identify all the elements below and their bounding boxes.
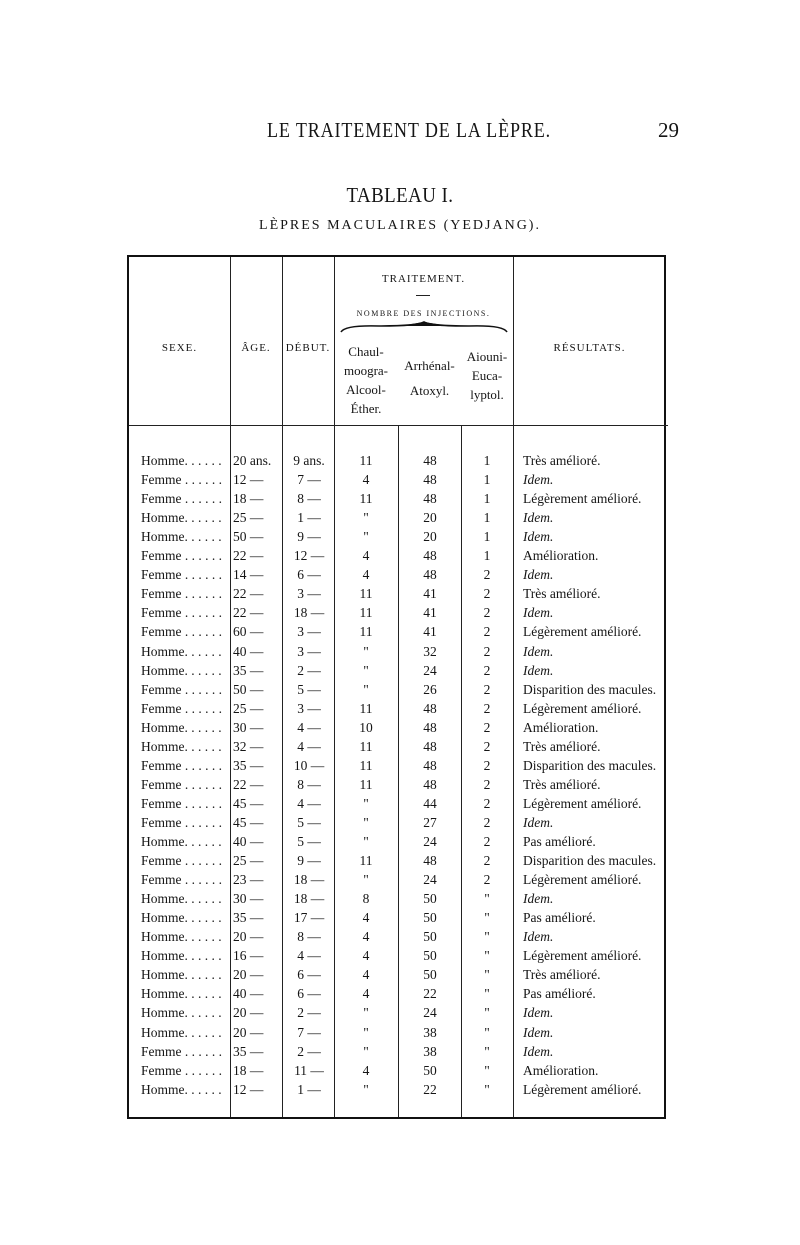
cell-age: 22 — [233,586,264,602]
cell-chaulmoogra: 4 [362,910,370,926]
cell-age: 20 — [233,1005,264,1021]
table-row [129,453,668,472]
cell-resultats: Idem. [523,662,554,678]
table-row [129,682,668,701]
cell-age: 32 — [233,738,264,754]
cell-resultats: Idem. [523,510,554,526]
table-row [129,891,668,910]
cell-chaulmoogra: 11 [359,776,373,792]
cell-debut: 5 — [297,681,321,697]
cell-arrhenal: 48 [423,472,437,488]
table-row [129,1044,668,1063]
cell-aiouni: 1 [483,548,491,564]
cell-aiouni: " [484,948,490,964]
cell-aiouni: 1 [483,453,491,468]
header-chaulmoogra-line: Chaul- [348,344,384,359]
cell-chaulmoogra: " [363,834,369,849]
cell-sexe: Femme . . . . . . [141,1062,222,1078]
cell-resultats: Idem. [523,472,554,488]
cell-age: 60 — [233,624,264,640]
header-arrhenal [398,356,461,400]
cell-aiouni: 2 [483,757,491,773]
cell-age: 12 — [233,472,264,488]
cell-sexe: Homme. . . . . . [141,929,222,945]
cell-debut: 2 — [297,662,321,678]
cell-arrhenal: 50 [423,929,437,945]
cell-debut: 18 — [293,891,325,907]
data-table [127,255,666,1119]
cell-arrhenal: 20 [423,529,437,545]
cell-arrhenal: 48 [423,491,437,507]
table-row [129,929,668,948]
header-nombre-injections: NOMBRE DES INJECTIONS. [356,309,491,318]
cell-resultats: Idem. [523,643,554,659]
cell-aiouni: " [484,910,490,926]
cell-arrhenal: 22 [423,1081,437,1097]
header-arrhenal-line: Atoxyl. [409,383,450,398]
cell-arrhenal: 32 [423,643,437,659]
table-row [129,624,668,643]
cell-arrhenal: 26 [423,681,437,697]
cell-sexe: Femme . . . . . . [141,853,222,869]
cell-debut: 6 — [297,567,321,583]
cell-sexe: Femme . . . . . . [141,872,222,888]
running-head [0,118,800,148]
table-row [129,948,668,967]
cell-aiouni: " [484,986,490,1002]
cell-sexe: Femme . . . . . . [141,776,222,792]
cell-arrhenal: 38 [423,1043,437,1059]
cell-chaulmoogra: " [363,1081,369,1097]
cell-age: 25 — [233,510,264,526]
cell-sexe: Homme. . . . . . [141,967,222,983]
cell-age: 35 — [233,757,264,773]
cell-arrhenal: 48 [423,548,437,564]
cell-arrhenal: 27 [423,814,437,830]
cell-resultats: Pas amélioré. [523,910,596,926]
cell-sexe: Homme. . . . . . [141,453,222,468]
cell-resultats: Légèrement amélioré. [523,795,642,811]
table-row [129,853,668,872]
table-row [129,701,668,720]
cell-resultats: Idem. [523,1024,554,1040]
cell-resultats: Très amélioré. [523,738,601,754]
table-row [129,1082,668,1101]
table-row [129,1063,668,1082]
cell-sexe: Femme . . . . . . [141,681,222,697]
cell-chaulmoogra: 11 [359,853,373,869]
cell-resultats: Disparition des macules. [523,853,657,869]
cell-arrhenal: 50 [423,910,437,926]
cell-aiouni: 2 [483,643,491,659]
cell-resultats: Légèrement amélioré. [523,872,642,888]
cell-age: 18 — [233,1062,264,1078]
table-row [129,529,668,548]
cell-sexe: Femme . . . . . . [141,586,222,602]
brace-icon [339,320,509,336]
cell-sexe: Homme. . . . . . [141,910,222,926]
table-row [129,758,668,777]
table-row [129,548,668,567]
cell-chaulmoogra: " [363,662,369,678]
table-row [129,720,668,739]
cell-aiouni: 2 [483,567,491,583]
cell-debut: 7 — [297,1024,321,1040]
cell-arrhenal: 48 [423,700,437,716]
cell-chaulmoogra: " [363,814,369,830]
cell-chaulmoogra: " [363,681,369,697]
cell-debut: 5 — [297,834,321,849]
cell-age: 40 — [233,986,264,1002]
cell-arrhenal: 41 [423,605,437,621]
cell-debut: 3 — [297,700,321,716]
header-aiouni [461,347,513,404]
cell-resultats: Disparition des macules. [523,757,657,773]
cell-sexe: Femme . . . . . . [141,567,222,583]
cell-arrhenal: 50 [423,967,437,983]
cell-aiouni: " [484,1005,490,1021]
cell-resultats: Idem. [523,567,554,583]
cell-arrhenal: 48 [423,738,437,754]
header-resultats: RÉSULTATS. [553,342,626,354]
cell-resultats: Pas amélioré. [523,834,596,849]
cell-age: 20 ans. [233,453,272,468]
cell-chaulmoogra: 4 [362,548,370,564]
table-row [129,472,668,491]
cell-debut: 2 — [297,1005,321,1021]
cell-resultats: Idem. [523,814,554,830]
cell-age: 14 — [233,567,264,583]
cell-aiouni: 1 [483,472,491,488]
cell-sexe: Femme . . . . . . [141,472,222,488]
cell-resultats: Amélioration. [523,719,599,735]
cell-debut: 12 — [293,548,325,564]
cell-chaulmoogra: " [363,529,369,545]
cell-age: 45 — [233,814,264,830]
cell-age: 20 — [233,1024,264,1040]
cell-resultats: Pas amélioré. [523,986,596,1002]
cell-chaulmoogra: " [363,872,369,888]
cell-chaulmoogra: 11 [359,453,373,468]
cell-arrhenal: 38 [423,1024,437,1040]
cell-chaulmoogra: " [363,795,369,811]
cell-debut: 6 — [297,986,321,1002]
cell-chaulmoogra: " [363,1024,369,1040]
cell-resultats: Idem. [523,929,554,945]
cell-aiouni: " [484,891,490,907]
cell-arrhenal: 50 [423,948,437,964]
cell-debut: 9 — [297,853,321,869]
cell-resultats: Légèrement amélioré. [523,700,642,716]
header-chaulmoogra-line: Alcool- [346,382,386,397]
cell-aiouni: 2 [483,738,491,754]
cell-age: 35 — [233,1043,264,1059]
cell-resultats: Légèrement amélioré. [523,948,642,964]
cell-resultats: Légèrement amélioré. [523,624,642,640]
header-aiouni-line: Euca- [471,368,503,383]
cell-resultats: Très amélioré. [523,967,601,983]
table-row [129,777,668,796]
cell-aiouni: 2 [483,605,491,621]
table-row [129,834,668,853]
table-row [129,872,668,891]
cell-sexe: Homme. . . . . . [141,1081,222,1097]
cell-arrhenal: 24 [423,1005,437,1021]
cell-debut: 8 — [297,776,321,792]
cell-age: 25 — [233,853,264,869]
table-row [129,739,668,758]
cell-aiouni: 1 [483,529,491,545]
header-rule [129,425,668,426]
cell-debut: 8 — [297,929,321,945]
cell-sexe: Homme. . . . . . [141,529,222,545]
cell-debut: 3 — [297,624,321,640]
cell-chaulmoogra: 11 [359,586,373,602]
cell-arrhenal: 48 [423,453,437,468]
cell-arrhenal: 24 [423,662,437,678]
cell-sexe: Homme. . . . . . [141,891,222,907]
cell-age: 20 — [233,967,264,983]
cell-debut: 4 — [297,719,321,735]
cell-debut: 18 — [293,872,325,888]
table-row [129,663,668,682]
header-age: ÂGE. [241,342,271,354]
table-row [129,510,668,529]
cell-chaulmoogra: 11 [359,700,373,716]
cell-sexe: Homme. . . . . . [141,662,222,678]
table-row [129,1025,668,1044]
cell-aiouni: 2 [483,834,491,849]
cell-debut: 2 — [297,1043,321,1059]
cell-age: 40 — [233,643,264,659]
table-row [129,815,668,834]
cell-debut: 4 — [297,795,321,811]
table-subtitle: LÈPRES MACULAIRES (YEDJANG). [259,218,541,233]
cell-resultats: Idem. [523,529,554,545]
cell-chaulmoogra: 11 [359,757,373,773]
cell-arrhenal: 41 [423,624,437,640]
cell-aiouni: 2 [483,776,491,792]
cell-resultats: Légèrement amélioré. [523,1081,642,1097]
cell-aiouni: 2 [483,853,491,869]
cell-age: 20 — [233,929,264,945]
cell-resultats: Amélioration. [523,1062,599,1078]
header-debut: DÉBUT. [285,342,331,354]
cell-age: 12 — [233,1081,264,1097]
cell-sexe: Homme. . . . . . [141,1005,222,1021]
cell-age: 30 — [233,891,264,907]
header-chaulmoogra [334,342,398,418]
cell-resultats: Très amélioré. [523,586,601,602]
cell-age: 50 — [233,529,264,545]
cell-chaulmoogra: 4 [362,472,370,488]
cell-age: 35 — [233,910,264,926]
table-row [129,586,668,605]
header-sexe: SEXE. [161,342,198,354]
cell-debut: 1 — [297,1081,321,1097]
cell-age: 30 — [233,719,264,735]
cell-chaulmoogra: " [363,510,369,526]
cell-debut: 10 — [293,757,325,773]
cell-sexe: Homme. . . . . . [141,719,222,735]
cell-aiouni: 2 [483,662,491,678]
header-chaulmoogra-line: moogra- [343,363,389,378]
cell-arrhenal: 48 [423,757,437,773]
cell-chaulmoogra: 4 [362,986,370,1002]
cell-arrhenal: 20 [423,510,437,526]
cell-debut: 3 — [297,586,321,602]
table-row [129,910,668,929]
cell-sexe: Femme . . . . . . [141,814,222,830]
cell-chaulmoogra: 4 [362,929,370,945]
cell-arrhenal: 44 [423,795,437,811]
cell-age: 25 — [233,700,264,716]
cell-aiouni: 1 [483,491,491,507]
cell-chaulmoogra: " [363,1005,369,1021]
header-arrhenal-line: Arrhénal- [404,358,455,373]
cell-sexe: Femme . . . . . . [141,624,222,640]
cell-resultats: Idem. [523,1043,554,1059]
header-traitement: TRAITEMENT. [381,273,466,285]
cell-chaulmoogra: 4 [362,1062,370,1078]
table-row [129,967,668,986]
header-chaulmoogra-line: Éther. [350,401,382,416]
cell-resultats: Légèrement amélioré. [523,491,642,507]
cell-age: 22 — [233,548,264,564]
cell-age: 40 — [233,834,264,849]
table-title: TABLEAU I. [346,183,454,207]
table-row [129,1005,668,1024]
cell-debut: 18 — [293,605,325,621]
running-title: LE TRAITEMENT DE LA LÈPRE. [267,118,552,142]
cell-sexe: Femme . . . . . . [141,700,222,716]
cell-arrhenal: 50 [423,891,437,907]
cell-age: 22 — [233,605,264,621]
cell-debut: 9 ans. [293,453,325,468]
cell-sexe: Homme. . . . . . [141,948,222,964]
cell-chaulmoogra: 11 [359,738,373,754]
cell-sexe: Homme. . . . . . [141,1024,222,1040]
cell-aiouni: 2 [483,795,491,811]
cell-debut: 4 — [297,738,321,754]
cell-resultats: Très amélioré. [523,453,601,468]
cell-age: 45 — [233,795,264,811]
cell-sexe: Femme . . . . . . [141,605,222,621]
cell-sexe: Femme . . . . . . [141,1043,222,1059]
cell-resultats: Idem. [523,605,554,621]
cell-arrhenal: 24 [423,834,437,849]
cell-debut: 1 — [297,510,321,526]
cell-sexe: Homme. . . . . . [141,834,222,849]
cell-debut: 9 — [297,529,321,545]
cell-arrhenal: 48 [423,776,437,792]
cell-aiouni: 2 [483,586,491,602]
cell-aiouni: 2 [483,681,491,697]
cell-age: 23 — [233,872,264,888]
table-row [129,567,668,586]
cell-debut: 5 — [297,814,321,830]
cell-chaulmoogra: 10 [359,719,373,735]
cell-sexe: Femme . . . . . . [141,548,222,564]
cell-resultats: Disparition des macules. [523,681,657,697]
cell-chaulmoogra: 11 [359,491,373,507]
cell-aiouni: 2 [483,814,491,830]
cell-debut: 11 — [294,1062,324,1078]
cell-chaulmoogra: 11 [359,605,373,621]
cell-age: 35 — [233,662,264,678]
table-row [129,796,668,815]
cell-debut: 8 — [297,491,321,507]
cell-debut: 3 — [297,643,321,659]
table-row [129,644,668,663]
cell-chaulmoogra: 4 [362,567,370,583]
cell-sexe: Femme . . . . . . [141,757,222,773]
header-dash [416,295,430,296]
cell-sexe: Femme . . . . . . [141,491,222,507]
cell-aiouni: 2 [483,700,491,716]
cell-sexe: Homme. . . . . . [141,510,222,526]
cell-debut: 17 — [293,910,325,926]
table-row [129,986,668,1005]
cell-chaulmoogra: 11 [359,624,373,640]
cell-age: 22 — [233,776,264,792]
cell-arrhenal: 48 [423,719,437,735]
cell-aiouni: " [484,967,490,983]
cell-sexe: Homme. . . . . . [141,738,222,754]
cell-chaulmoogra: 8 [362,891,370,907]
cell-debut: 7 — [297,472,321,488]
cell-arrhenal: 48 [423,567,437,583]
cell-aiouni: 2 [483,624,491,640]
cell-age: 50 — [233,681,264,697]
cell-aiouni: 2 [483,719,491,735]
table-row [129,605,668,624]
cell-arrhenal: 48 [423,853,437,869]
cell-aiouni: " [484,929,490,945]
page-number: 29 [658,118,679,142]
cell-aiouni: " [484,1062,490,1078]
cell-aiouni: " [484,1024,490,1040]
header-aiouni-line: lyptol. [470,387,504,402]
cell-resultats: Idem. [523,1005,554,1021]
cell-age: 18 — [233,491,264,507]
cell-sexe: Femme . . . . . . [141,795,222,811]
cell-debut: 4 — [297,948,321,964]
cell-sexe: Homme. . . . . . [141,643,222,659]
cell-debut: 6 — [297,967,321,983]
cell-chaulmoogra: " [363,1043,369,1059]
cell-arrhenal: 22 [423,986,437,1002]
cell-resultats: Idem. [523,891,554,907]
cell-aiouni: " [484,1081,490,1097]
cell-resultats: Très amélioré. [523,776,601,792]
cell-arrhenal: 41 [423,586,437,602]
cell-age: 16 — [233,948,264,964]
cell-sexe: Homme. . . . . . [141,986,222,1002]
cell-chaulmoogra: 4 [362,967,370,983]
cell-aiouni: 2 [483,872,491,888]
cell-arrhenal: 24 [423,872,437,888]
cell-chaulmoogra: " [363,643,369,659]
header-aiouni-line: Aiouni- [466,349,508,364]
cell-aiouni: " [484,1043,490,1059]
cell-arrhenal: 50 [423,1062,437,1078]
cell-aiouni: 1 [483,510,491,526]
table-row [129,491,668,510]
cell-resultats: Amélioration. [523,548,599,564]
cell-chaulmoogra: 4 [362,948,370,964]
